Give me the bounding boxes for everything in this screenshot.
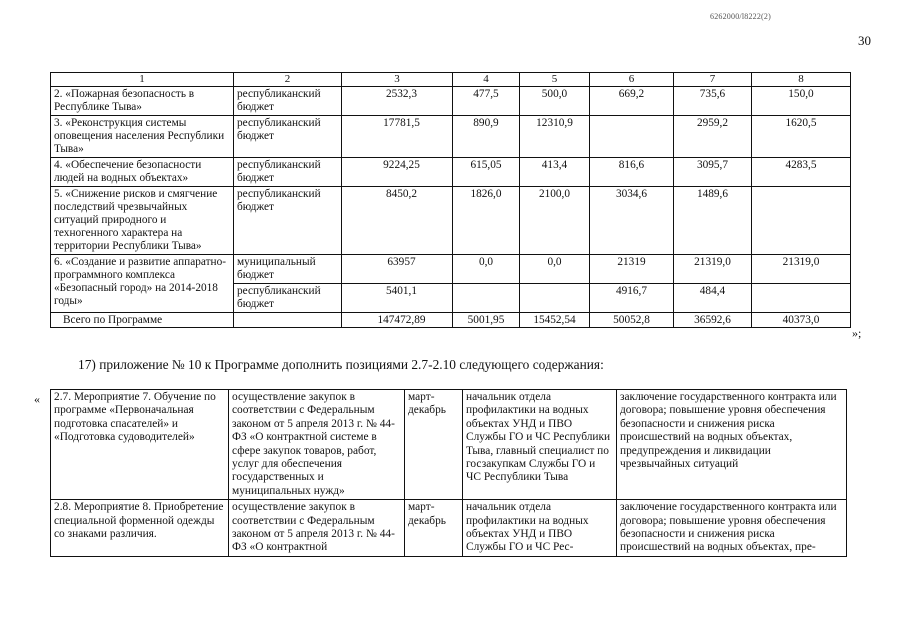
program-name-cell: 2. «Пожарная безопасность в Республике Тыва» <box>51 87 234 116</box>
year-amount-cell: 1489,6 <box>674 187 752 255</box>
funding-table <box>50 72 851 328</box>
program-name-cell: 3. «Реконструкция системы оповещения населения Республики Тыва» <box>51 116 234 158</box>
implementation-cell: осуществление закупок в соответствии с Федеральным законом от 5 апреля 2013 г. № 44-ФЗ «О контрактной <box>229 500 405 557</box>
measures-table <box>50 389 847 557</box>
year-amount-cell: 150,0 <box>752 87 851 116</box>
year-amount-cell: 21319,0 <box>752 255 851 284</box>
year-amount-cell: 484,4 <box>674 284 752 313</box>
column-number: 8 <box>752 73 851 87</box>
column-number: 5 <box>520 73 590 87</box>
budget-source-cell: республиканский бюджет <box>234 187 342 255</box>
budget-source-cell <box>234 313 342 328</box>
total-amount-cell: 8450,2 <box>342 187 453 255</box>
year-amount-cell: 1620,5 <box>752 116 851 158</box>
year-amount-cell: 477,5 <box>453 87 520 116</box>
total-amount-cell: 17781,5 <box>342 116 453 158</box>
implementation-cell: осуществление закупок в соответствии с Федеральным законом от 5 апреля 2013 г. № 44-ФЗ «О контрактной системе в сфере закупок товаров, работ, услуг для обеспечения государственных и муниципальных нужд» <box>229 390 405 500</box>
year-amount-cell <box>520 284 590 313</box>
funding-table-header-row <box>51 73 851 87</box>
table-row <box>51 390 847 500</box>
budget-source-cell: республиканский бюджет <box>234 158 342 187</box>
year-amount-cell: 3095,7 <box>674 158 752 187</box>
result-cell: заключение государственного контракта или договора; повышение уровня обеспечения безопасности и снижения риска происшествий на водных объектах, предупреждения и ликвидации чрезвычайных ситуаций <box>617 390 847 500</box>
year-amount-cell: 4283,5 <box>752 158 851 187</box>
total-amount-cell: 63957 <box>342 255 453 284</box>
year-amount-cell <box>590 116 674 158</box>
responsible-cell: начальник отдела профилактики на водных объектах УНД и ПВО Службы ГО и ЧС Рес- <box>463 500 617 557</box>
year-amount-cell: 15452,54 <box>520 313 590 328</box>
measure-name-cell: 2.8. Мероприятие 8. Приобретение специальной форменной одежды со знаками различия. <box>51 500 229 557</box>
table-row <box>51 158 851 187</box>
year-amount-cell: 2959,2 <box>674 116 752 158</box>
total-amount-cell: 5401,1 <box>342 284 453 313</box>
column-number: 6 <box>590 73 674 87</box>
total-row <box>51 313 851 328</box>
total-label: Всего по Программе <box>51 313 234 328</box>
measure-name-cell: 2.7. Мероприятие 7. Обучение по программе «Первоначальная подготовка спасателей» и «Подготовка судоводителей» <box>51 390 229 500</box>
document-code: 6262000/l8222(2) <box>710 12 771 21</box>
year-amount-cell: 669,2 <box>590 87 674 116</box>
column-number: 7 <box>674 73 752 87</box>
year-amount-cell <box>453 284 520 313</box>
column-number: 1 <box>51 73 234 87</box>
table-row <box>51 255 851 284</box>
table-row <box>51 500 847 557</box>
year-amount-cell: 21319 <box>590 255 674 284</box>
year-amount-cell <box>752 187 851 255</box>
year-amount-cell: 4916,7 <box>590 284 674 313</box>
year-amount-cell: 500,0 <box>520 87 590 116</box>
total-amount-cell: 2532,3 <box>342 87 453 116</box>
total-amount-cell: 147472,89 <box>342 313 453 328</box>
period-cell: март-декабрь <box>405 390 463 500</box>
year-amount-cell: 0,0 <box>520 255 590 284</box>
program-name-cell: 5. «Снижение рисков и смягчение последствий чрезвычайных ситуаций природного и техногенного характера на территории Республики Тыва» <box>51 187 234 255</box>
year-amount-cell: 50052,8 <box>590 313 674 328</box>
year-amount-cell: 21319,0 <box>674 255 752 284</box>
table-row <box>51 116 851 158</box>
year-amount-cell: 816,6 <box>590 158 674 187</box>
table-row <box>51 87 851 116</box>
table-row <box>51 187 851 255</box>
year-amount-cell: 735,6 <box>674 87 752 116</box>
year-amount-cell: 3034,6 <box>590 187 674 255</box>
year-amount-cell: 890,9 <box>453 116 520 158</box>
year-amount-cell: 36592,6 <box>674 313 752 328</box>
program-name-cell: 6. «Создание и развитие аппаратно-программного комплекса «Безопасный город» на 2014-2018 годы» <box>51 255 234 313</box>
opening-quote-mark: « <box>34 392 40 406</box>
year-amount-cell: 0,0 <box>453 255 520 284</box>
year-amount-cell: 5001,95 <box>453 313 520 328</box>
year-amount-cell: 1826,0 <box>453 187 520 255</box>
year-amount-cell: 2100,0 <box>520 187 590 255</box>
year-amount-cell: 40373,0 <box>752 313 851 328</box>
budget-source-cell: республиканский бюджет <box>234 116 342 158</box>
year-amount-cell: 413,4 <box>520 158 590 187</box>
result-cell: заключение государственного контракта или договора; повышение уровня обеспечения безопасности и снижения риска происшествий на водных объектах, пре- <box>617 500 847 557</box>
budget-source-cell: республиканский бюджет <box>234 87 342 116</box>
year-amount-cell: 615,05 <box>453 158 520 187</box>
budget-source-cell: муниципальный бюджет <box>234 255 342 284</box>
closing-quote-mark: »; <box>852 326 862 340</box>
page-number: 30 <box>858 33 871 48</box>
year-amount-cell: 12310,9 <box>520 116 590 158</box>
column-number: 2 <box>234 73 342 87</box>
column-number: 4 <box>453 73 520 87</box>
period-cell: март-декабрь <box>405 500 463 557</box>
amendment-paragraph: 17) приложение № 10 к Программе дополнить позициями 2.7-2.10 следующего содержания: <box>78 357 604 372</box>
budget-source-cell: республиканский бюджет <box>234 284 342 313</box>
total-amount-cell: 9224,25 <box>342 158 453 187</box>
year-amount-cell <box>752 284 851 313</box>
responsible-cell: начальник отдела профилактики на водных объектах УНД и ПВО Службы ГО и ЧС Республики Тыва, главный специалист по госзакупкам Службы ГО и ЧС Республики Тыва <box>463 390 617 500</box>
program-name-cell: 4. «Обеспечение безопасности людей на водных объектах» <box>51 158 234 187</box>
column-number: 3 <box>342 73 453 87</box>
